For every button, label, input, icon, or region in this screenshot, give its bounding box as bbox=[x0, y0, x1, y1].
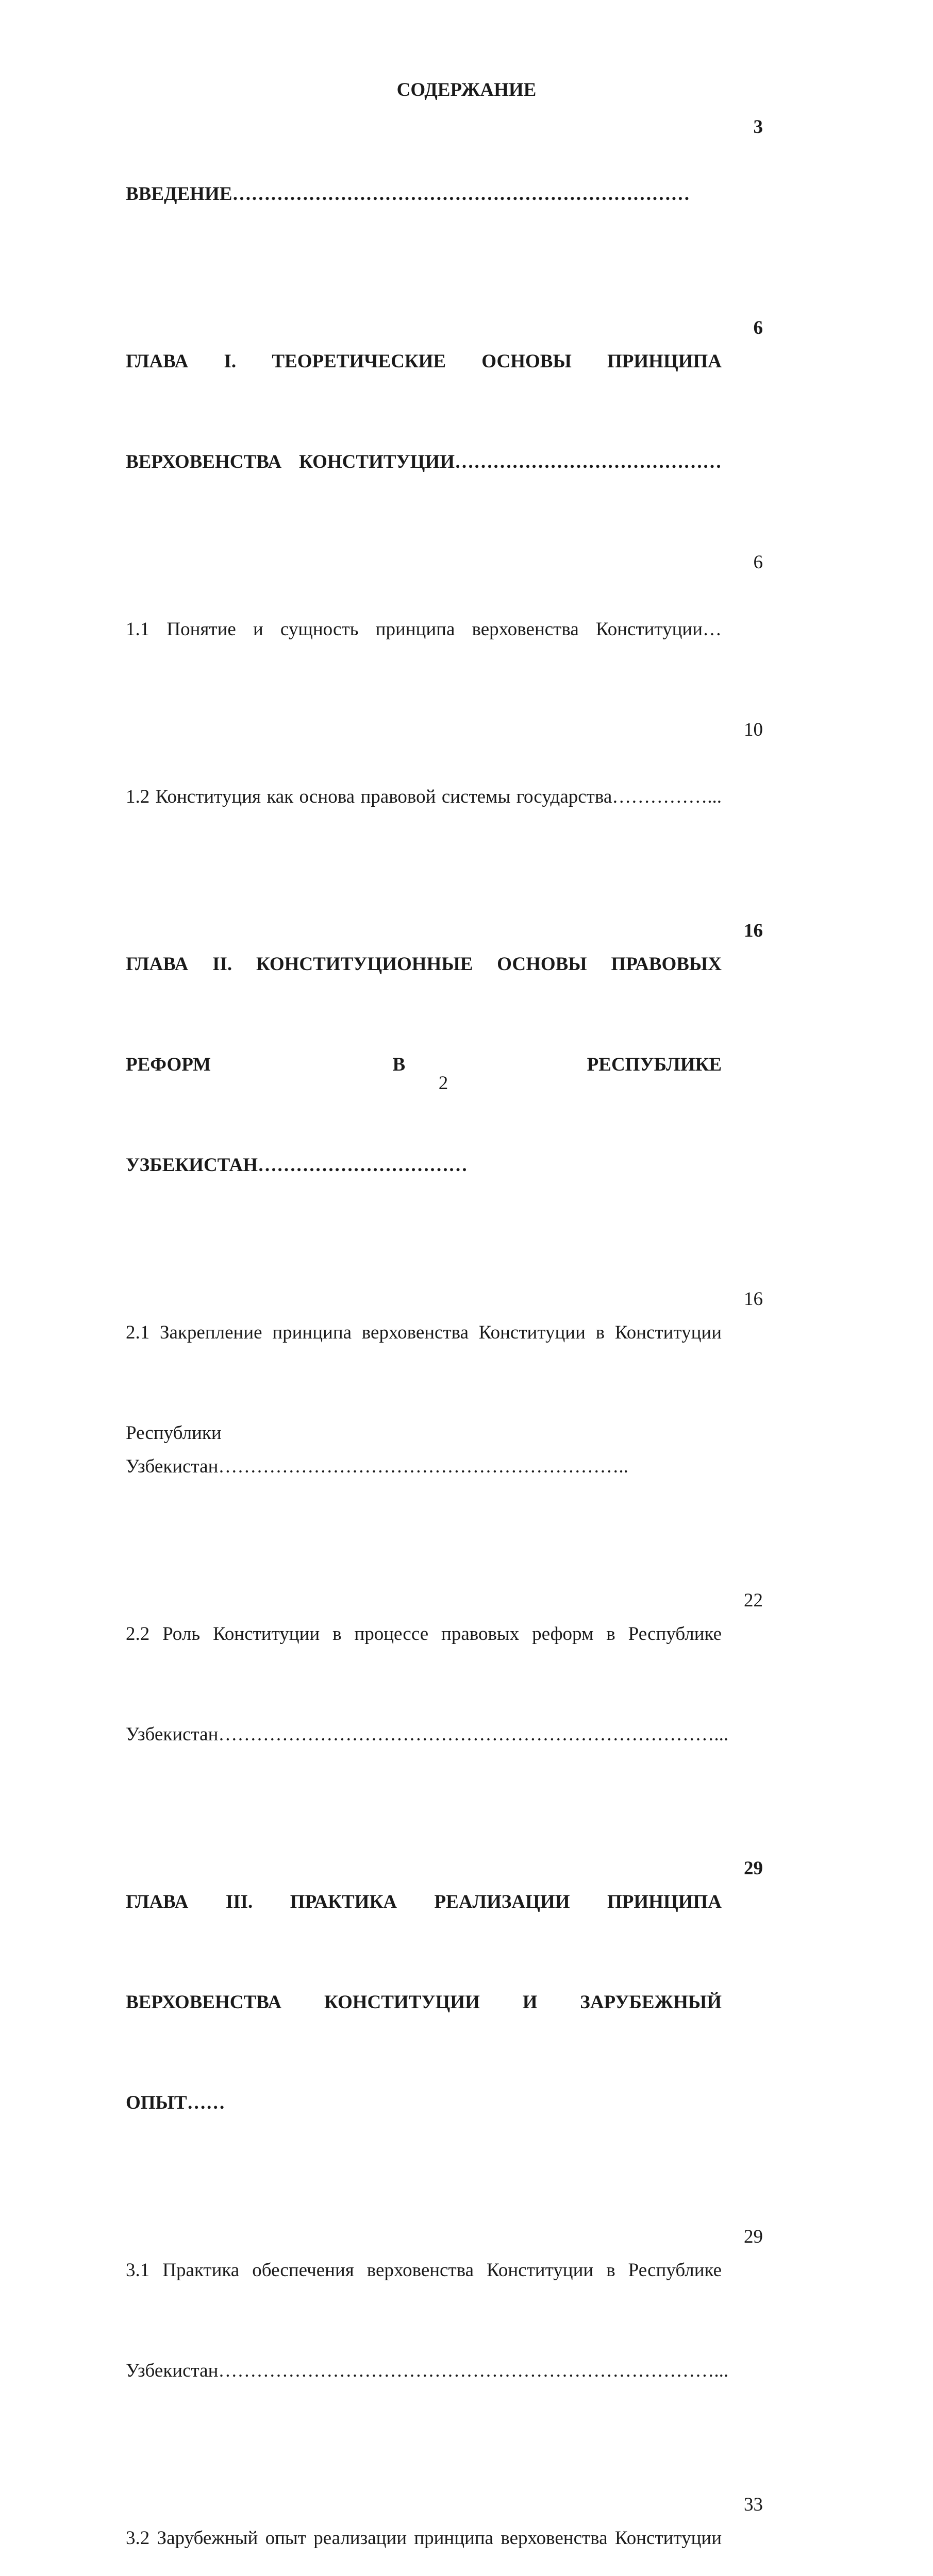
toc-page-number bbox=[722, 713, 763, 747]
toc-line: ВЕРХОВЕНСТВА КОНСТИТУЦИИ…………………………………… bbox=[126, 451, 722, 472]
toc-entry-text bbox=[126, 1249, 722, 1550]
toc-page-value: 29 bbox=[744, 2226, 763, 2247]
toc-page-number bbox=[722, 1550, 763, 1617]
toc-entry-text bbox=[126, 278, 722, 546]
toc-entry-section-2-1 bbox=[126, 1249, 763, 1550]
toc-line: ГЛАВА I. ТЕОРЕТИЧЕСКИЕ ОСНОВЫ ПРИНЦИПА bbox=[126, 351, 722, 372]
toc-line: ВВЕДЕНИЕ……………………………………………………………… bbox=[126, 183, 690, 205]
page-number: 2 bbox=[438, 1073, 448, 1094]
toc-entry-chapter-3 bbox=[126, 1818, 763, 2187]
toc-entry-text bbox=[126, 546, 722, 713]
toc-page-value: 3 bbox=[753, 116, 763, 138]
toc-entry-text bbox=[126, 110, 722, 278]
toc-entry-section-3-1 bbox=[126, 2187, 763, 2454]
toc-entry-text bbox=[126, 2187, 729, 2454]
toc-line: Узбекистан……………………………………………………………………... bbox=[126, 2360, 729, 2381]
toc-entry-chapter-2 bbox=[126, 880, 763, 1249]
toc-line: УЗБЕКИСТАН…………………………… bbox=[126, 1155, 468, 1176]
toc-page-number bbox=[722, 1818, 763, 1885]
toc-entry-text bbox=[126, 713, 722, 880]
toc-line: 2.2 Роль Конституции в процессе правовых реформ в Республике bbox=[126, 1623, 722, 1645]
toc-line: 1.1 Понятие и сущность принципа верховенства Конституции… bbox=[126, 619, 722, 640]
toc-page-number bbox=[722, 2187, 763, 2253]
toc-page-number bbox=[722, 1249, 763, 1316]
toc-page-number bbox=[722, 278, 763, 345]
toc-entry-intro bbox=[126, 110, 763, 278]
toc-entry-text bbox=[126, 880, 722, 1249]
toc-entry-section-1-1 bbox=[126, 546, 763, 713]
toc-line: Узбекистан……………………………………………………………………... bbox=[126, 1724, 729, 1745]
toc-page-value: 33 bbox=[744, 2494, 763, 2515]
toc-line: 2.1 Закрепление принципа верховенства Конституции в Конституции bbox=[126, 1322, 722, 1343]
toc-page-number bbox=[722, 110, 763, 144]
toc-line: ВЕРХОВЕНСТВА КОНСТИТУЦИИ И ЗАРУБЕЖНЫЙ bbox=[126, 1992, 722, 2013]
toc-page-value: 6 bbox=[753, 317, 763, 338]
table-of-contents bbox=[126, 110, 763, 2576]
toc-page-value: 22 bbox=[744, 1590, 763, 1611]
toc-line: 3.2 Зарубежный опыт реализации принципа верховенства Конституции bbox=[126, 2528, 722, 2549]
toc-line: ОПЫТ…… bbox=[126, 2092, 225, 2113]
toc-page-value: 29 bbox=[744, 1858, 763, 1879]
toc-page-value: 10 bbox=[744, 719, 763, 740]
toc-line: ГЛАВА III. ПРАКТИКА РЕАЛИЗАЦИИ ПРИНЦИПА bbox=[126, 1891, 722, 1912]
toc-line: ГЛАВА II. КОНСТИТУЦИОННЫЕ ОСНОВЫ ПРАВОВЫХ bbox=[126, 954, 722, 975]
page-title: СОДЕРЖАНИЕ bbox=[396, 79, 537, 100]
toc-entry-chapter-1 bbox=[126, 278, 763, 546]
toc-page-value: 16 bbox=[744, 1289, 763, 1310]
toc-page-value: 6 bbox=[753, 552, 763, 573]
toc-entry-text bbox=[126, 1550, 729, 1818]
toc-page-number bbox=[722, 546, 763, 579]
toc-page-number bbox=[722, 2454, 763, 2521]
toc-entry-section-2-2 bbox=[126, 1550, 763, 1818]
toc-line: Республики Узбекистан……………………………………………………….. bbox=[126, 1422, 628, 1477]
toc-entry-section-1-2 bbox=[126, 713, 763, 880]
toc-page-number bbox=[722, 880, 763, 947]
toc-entry-text bbox=[126, 2454, 722, 2576]
toc-entry-text bbox=[126, 1818, 722, 2187]
toc-page-value: 16 bbox=[744, 920, 763, 941]
toc-line: 3.1 Практика обеспечения верховенства Конституции в Республике bbox=[126, 2260, 722, 2281]
toc-line: 1.2 Конституция как основа правовой системы государства……………... bbox=[126, 786, 722, 807]
toc-line: РЕФОРМ В РЕСПУБЛИКЕ bbox=[126, 1054, 722, 1075]
toc-entry-section-3-2 bbox=[126, 2454, 763, 2576]
